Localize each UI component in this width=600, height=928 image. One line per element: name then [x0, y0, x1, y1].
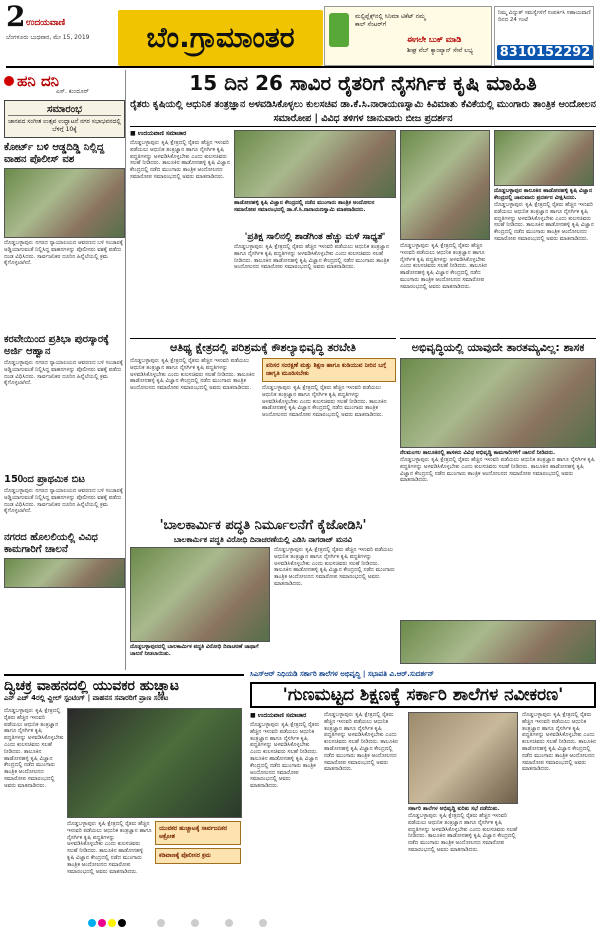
mid-headline-1[interactable]: ಆತಿಥ್ಯ ಕ್ಷೇತ್ರದಲ್ಲಿ ಪರಿಶ್ರಮಕ್ಕೆ ಕೌಶಲ್ಯಾಭಿವೃದ್ಧಿ ತರಬೇತಿ [130, 338, 396, 355]
mid-body-3: ದೊಡ್ಡಬಳ್ಳಾಪುರ: ಕೃಷಿ ಕ್ಷೇತ್ರದಲ್ಲಿ ರೈತರು ಹೆಚ್ಚಿನ ಇಳುವರಿ ಪಡೆಯಲು ಆಧುನಿಕ ತಂತ್ರಜ್ಞಾನ ಹಾಗೂ ನೈಸರ್ಗಿಕ ಕೃಷಿ ಪದ್ಧತಿಗಳನ್ನು ಅಳವಡಿಸಿಕೊಳ್ಳಬೇಕು ಎಂದು ಕುಲಸಚಿವರು ಸಲಹೆ ನೀಡಿದರು. ತಾಲೂಕಿನ ಹಾಡೋನಹಳ್ಳಿ ಕೃಷಿ ವಿಜ್ಞಾನ ಕೇಂದ್ರದಲ್ಲಿ ನಡೆದ ಮುಂಗಾರು ತಾಂತ್ರಿಕ ಆಂದೋಲನದ ಸಮಾರೋಪ ಸಮಾರಂಭದಲ್ಲಿ ಅವರು ಮಾತನಾಡಿದರು. [400, 457, 595, 484]
mid-caption-3: ದೊಡ್ಡಬಳ್ಳಾಪುರದಲ್ಲಿ ಬಾಲಕಾರ್ಮಿಕ ಪದ್ಧತಿ ವಿರೋಧಿ ದಿನಾಚರಣೆ ಜಾಥಾಗೆ ಚಾಲನೆ ನೀಡಲಾಯಿತು. [130, 644, 259, 657]
phone-icon [329, 13, 349, 47]
bottom-body-6: ದೊಡ್ಡಬಳ್ಳಾಪುರ: ಕೃಷಿ ಕ್ಷೇತ್ರದಲ್ಲಿ ರೈತರು ಹೆಚ್ಚಿನ ಇಳುವರಿ ಪಡೆಯಲು ಆಧುನಿಕ ತಂತ್ರಜ್ಞಾನ ಹಾಗೂ ನೈಸರ್ಗಿಕ ಕೃಷಿ ಪದ್ಧತಿಗಳನ್ನು ಅಳವಡಿಸಿಕೊಳ್ಳಬೇಕು ಎಂದು ಕುಲಸಚಿವರು ಸಲಹೆ ನೀಡಿದರು. ತಾಲೂಕಿನ ಹಾಡೋನಹಳ್ಳಿ ಕೃಷಿ ವಿಜ್ಞಾನ ಕೇಂದ್ರದಲ್ಲಿ ನಡೆದ ಮುಂಗಾರು ತಾಂತ್ರಿಕ ಆಂದೋಲನದ ಸಮಾರೋಪ ಸಮಾರಂಭದಲ್ಲಿ ಅವರು ಮಾತನಾಡಿದರು. [522, 712, 596, 773]
bottom-body-3: ದೊಡ್ಡಬಳ್ಳಾಪುರ: ಕೃಷಿ ಕ್ಷೇತ್ರದಲ್ಲಿ ರೈತರು ಹೆಚ್ಚಿನ ಇಳುವರಿ ಪಡೆಯಲು ಆಧುನಿಕ ತಂತ್ರಜ್ಞಾನ ಹಾಗೂ ನೈಸರ್ಗಿಕ ಕೃಷಿ ಪದ್ಧತಿಗಳನ್ನು ಅಳವಡಿಸಿಕೊಳ್ಳಬೇಕು ಎಂದು ಕುಲಸಚಿವರು ಸಲಹೆ ನೀಡಿದರು. ತಾಲೂಕಿನ ಹಾಡೋನಹಳ್ಳಿ ಕೃಷಿ ವಿಜ್ಞಾನ ಕೇಂದ್ರದಲ್ಲಿ ನಡೆದ ಮುಂಗಾರು ತಾಂತ್ರಿಕ ಆಂದೋಲನದ ಸಮಾರೋಪ ಸಮಾರಂಭದಲ್ಲಿ ಅವರು ಮಾತನಾಡಿದರು. [250, 722, 320, 790]
main-headline[interactable]: 15 ದಿನ 26 ಸಾವಿರ ರೈತರಿಗೆ ನೈಸರ್ಗಿಕ ಕೃಷಿ ಮಾಹಿತಿ [189, 71, 537, 95]
ad1-text1: ಮಲ್ಟಿಪ್ಲೆಕ್ಸ್‌ನಲ್ಲಿ ಸಿನಿಮಾ ಟಿಕೆಟ್ ನಮ್ಮ ಕಾಲ್ ಸೆಂಟರ್‌ಗೆ [355, 13, 426, 28]
mid-story-3 [130, 518, 396, 658]
main-caption-2: ದೊಡ್ಡಬಳ್ಳಾಪುರ ತಾಲೂಕಿನ ಹಾಡೋನಹಳ್ಳಿ ಕೃಷಿ ವಿಜ್ಞಾನ ಕೇಂದ್ರದಲ್ಲಿ ಜಾನುವಾರು ಪ್ರದರ್ಶನ ವೀಕ್ಷಿಸಿದರು. [494, 188, 593, 201]
mid-photo-1 [400, 358, 596, 448]
brand-sub: ಎಸ್. ಕುಂದೂರ್ [56, 88, 89, 95]
photo-court [4, 168, 125, 238]
reg-pill [157, 919, 165, 927]
main-quote-wrap [234, 230, 396, 334]
main-text-col-1 [130, 130, 230, 330]
bottom-photo-2 [408, 712, 518, 804]
bottom-body-2: ದೊಡ್ಡಬಳ್ಳಾಪುರ: ಕೃಷಿ ಕ್ಷೇತ್ರದಲ್ಲಿ ರೈತರು ಹೆಚ್ಚಿನ ಇಳುವರಿ ಪಡೆಯಲು ಆಧುನಿಕ ತಂತ್ರಜ್ಞಾನ ಹಾಗೂ ನೈಸರ್ಗಿಕ ಕೃಷಿ ಪದ್ಧತಿಗಳನ್ನು ಅಳವಡಿಸಿಕೊಳ್ಳಬೇಕು ಎಂದು ಕುಲಸಚಿವರು ಸಲಹೆ ನೀಡಿದರು. ತಾಲೂಕಿನ ಹಾಡೋನಹಳ್ಳಿ ಕೃಷಿ ವಿಜ್ಞಾನ ಕೇಂದ್ರದಲ್ಲಿ ನಡೆದ ಮುಂಗಾರು ತಾಂತ್ರಿಕ ಆಂದೋಲನದ ಸಮಾರೋಪ ಸಮಾರಂಭದಲ್ಲಿ ಅವರು ಮಾತನಾಡಿದರು. [67, 821, 152, 875]
event-box [4, 100, 125, 138]
bottom-body-1: ದೊಡ್ಡಬಳ್ಳಾಪುರ: ಕೃಷಿ ಕ್ಷೇತ್ರದಲ್ಲಿ ರೈತರು ಹೆಚ್ಚಿನ ಇಳುವರಿ ಪಡೆಯಲು ಆಧುನಿಕ ತಂತ್ರಜ್ಞಾನ ಹಾಗೂ ನೈಸರ್ಗಿಕ ಕೃಷಿ ಪದ್ಧತಿಗಳನ್ನು ಅಳವಡಿಸಿಕೊಳ್ಳಬೇಕು ಎಂದು ಕುಲಸಚಿವರು ಸಲಹೆ ನೀಡಿದರು. ತಾಲೂಕಿನ ಹಾಡೋನಹಳ್ಳಿ ಕೃಷಿ ವಿಜ್ಞಾನ ಕೇಂದ್ರದಲ್ಲಿ ನಡೆದ ಮುಂಗಾರು ತಾಂತ್ರಿಕ ಆಂದೋಲನದ ಸಮಾರೋಪ ಸಮಾರಂಭದಲ್ಲಿ ಅವರು ಮಾತನಾಡಿದರು. [4, 708, 64, 789]
main-photo-2 [400, 130, 490, 240]
bottom-byline: ■ ಉದಯವಾಣಿ ಸಮಾಚಾರ [250, 712, 307, 719]
main-body-4: ದೊಡ್ಡಬಳ್ಳಾಪುರ: ಕೃಷಿ ಕ್ಷೇತ್ರದಲ್ಲಿ ರೈತರು ಹೆಚ್ಚಿನ ಇಳುವರಿ ಪಡೆಯಲು ಆಧುನಿಕ ತಂತ್ರಜ್ಞಾನ ಹಾಗೂ ನೈಸರ್ಗಿಕ ಕೃಷಿ ಪದ್ಧತಿಗಳನ್ನು ಅಳವಡಿಸಿಕೊಳ್ಳಬೇಕು ಎಂದು ಕುಲಸಚಿವರು ಸಲಹೆ ನೀಡಿದರು. ತಾಲೂಕಿನ ಹಾಡೋನಹಳ್ಳಿ ಕೃಷಿ ವಿಜ್ಞಾನ ಕೇಂದ್ರದಲ್ಲಿ ನಡೆದ ಮುಂಗಾರು ತಾಂತ್ರಿಕ ಆಂದೋಲನದ ಸಮಾರೋಪ ಸಮಾರಂಭದಲ್ಲಿ ಅವರು ಮಾತನಾಡಿದರು. [494, 202, 594, 242]
left-body-1: ದೊಡ್ಡಬಳ್ಳಾಪುರ: ನಗರದ ನ್ಯಾಯಾಲಯದ ಆವರಣದ ಬಳಿ ಸಂಚಾರಕ್ಕೆ ಅಡ್ಡಿಯಾಗುವಂತೆ ನಿಲ್ಲಿಸಿದ್ದ ವಾಹನಗಳನ್ನು ಪೊಲೀಸರು ವಶಕ್ಕೆ ಪಡೆದು ದಂಡ ವಿಧಿಸಿದರು. ಸಾರ್ವಜನಿಕರ ದೂರಿನ ಹಿನ್ನೆಲೆಯಲ್ಲಿ ಕ್ರಮ ಕೈಗೊಳ್ಳಲಾಗಿದೆ. [4, 240, 123, 267]
paper-name: ಉದಯವಾಣಿ [26, 18, 66, 28]
main-photo-2-wrap [400, 130, 490, 323]
bottom-caption-5: ಸರ್ಕಾರಿ ಶಾಲೆಗಳ ಅಭಿವೃದ್ಧಿ ಕುರಿತು ಸಭೆ ನಡೆಯಿತು. [408, 806, 500, 812]
bottom-left-subhead: ಎನ್ ಎಚ್ 4ರಲ್ಲಿ ವ್ಹೀಲ್ ಸ್ಟಂಟಿಂಗ್ | ವಾಹನಸ ಸವಾರರಿಗೆ ಪ್ರಾಣ ಸಂಕಟ [4, 694, 169, 702]
mid-photo-3-wrap [400, 620, 596, 664]
main-quote: 'ಪ್ರತಿಕ್ಷ ಸಾಲಿನಲ್ಲಿ ಶಾಡೆಗಿಂತ ಹೆಚ್ಚು ಮಳೆ ಸಾಧ್ಯತೆ' [244, 232, 386, 242]
bottom-box-1: ಯುವಕರ ಹುಚ್ಚಾಟಕ್ಕೆ ಸಾರ್ವಜನಿಕರ ಆಕ್ರೋಶ [155, 821, 241, 845]
event-box-title: ಸಮಾರಂಭ [8, 104, 121, 116]
main-subhead: ರೈತರು ಕೃಷಿಯಲ್ಲಿ ಆಧುನಿಕ ತಂತ್ರಜ್ಞಾನ ಅಳವಡಿಸಿಕೊಳ್ಳಲು ಕುಲಸಚಿವ ಡಾ.ಕೆ.ಸಿ.ನಾರಾಯಣಸ್ವಾಮಿ ಕಿವಿಮಾತು ಕೆವಿಕೆಯಲ್ಲಿ ಮುಂಗಾರು ತಾಂತ್ರಿಕ ಆಂದೋಲನ ಸಮಾರೋಪ | ವಿವಿಧ ತಳಿಗಳ ಜಾನುವಾರು ಬೀಜ ಪ್ರದರ್ಶನ [130, 98, 596, 127]
ad-banner-2[interactable] [494, 6, 594, 66]
left-body-3: ದೊಡ್ಡಬಳ್ಳಾಪುರ: ನಗರದ ನ್ಯಾಯಾಲಯದ ಆವರಣದ ಬಳಿ ಸಂಚಾರಕ್ಕೆ ಅಡ್ಡಿಯಾಗುವಂತೆ ನಿಲ್ಲಿಸಿದ್ದ ವಾಹನಗಳನ್ನು ಪೊಲೀಸರು ವಶಕ್ಕೆ ಪಡೆದು ದಂಡ ವಿಧಿಸಿದರು. ಸಾರ್ವಜನಿಕರ ದೂರಿನ ಹಿನ್ನೆಲೆಯಲ್ಲಿ ಕ್ರಮ ಕೈಗೊಳ್ಳಲಾಗಿದೆ. [4, 488, 123, 515]
reg-pill [259, 919, 267, 927]
main-body-3: ದೊಡ್ಡಬಳ್ಳಾಪುರ: ಕೃಷಿ ಕ್ಷೇತ್ರದಲ್ಲಿ ರೈತರು ಹೆಚ್ಚಿನ ಇಳುವರಿ ಪಡೆಯಲು ಆಧುನಿಕ ತಂತ್ರಜ್ಞಾನ ಹಾಗೂ ನೈಸರ್ಗಿಕ ಕೃಷಿ ಪದ್ಧತಿಗಳನ್ನು ಅಳವಡಿಸಿಕೊಳ್ಳಬೇಕು ಎಂದು ಕುಲಸಚಿವರು ಸಲಹೆ ನೀಡಿದರು. ತಾಲೂಕಿನ ಹಾಡೋನಹಳ್ಳಿ ಕೃಷಿ ವಿಜ್ಞಾನ ಕೇಂದ್ರದಲ್ಲಿ ನಡೆದ ಮುಂಗಾರು ತಾಂತ್ರಿಕ ಆಂದೋಲನದ ಸಮಾರೋಪ ಸಮಾರಂಭದಲ್ಲಿ ಅವರು ಮಾತನಾಡಿದರು. [400, 243, 488, 290]
main-body-1: ದೊಡ್ಡಬಳ್ಳಾಪುರ: ಕೃಷಿ ಕ್ಷೇತ್ರದಲ್ಲಿ ರೈತರು ಹೆಚ್ಚಿನ ಇಳುವರಿ ಪಡೆಯಲು ಆಧುನಿಕ ತಂತ್ರಜ್ಞಾನ ಹಾಗೂ ನೈಸರ್ಗಿಕ ಕೃಷಿ ಪದ್ಧತಿಗಳನ್ನು ಅಳವಡಿಸಿಕೊಳ್ಳಬೇಕು ಎಂದು ಕುಲಸಚಿವರು ಸಲಹೆ ನೀಡಿದರು. ತಾಲೂಕಿನ ಹಾಡೋನಹಳ್ಳಿ ಕೃಷಿ ವಿಜ್ಞಾನ ಕೇಂದ್ರದಲ್ಲಿ ನಡೆದ ಮುಂಗಾರು ತಾಂತ್ರಿಕ ಆಂದೋಲನದ ಸಮಾರೋಪ ಸಮಾರಂಭದಲ್ಲಿ ಅವರು ಮಾತನಾಡಿದರು. [130, 140, 230, 180]
left-headline-3[interactable]: 150ಂದ ಪ್ರಾಥಮಿಕ ಬಿಟ [4, 474, 85, 485]
mid-body-2: ದೊಡ್ಡಬಳ್ಳಾಪುರ: ಕೃಷಿ ಕ್ಷೇತ್ರದಲ್ಲಿ ರೈತರು ಹೆಚ್ಚಿನ ಇಳುವರಿ ಪಡೆಯಲು ಆಧುನಿಕ ತಂತ್ರಜ್ಞಾನ ಹಾಗೂ ನೈಸರ್ಗಿಕ ಕೃಷಿ ಪದ್ಧತಿಗಳನ್ನು ಅಳವಡಿಸಿಕೊಳ್ಳಬೇಕು ಎಂದು ಕುಲಸಚಿವರು ಸಲಹೆ ನೀಡಿದರು. ತಾಲೂಕಿನ ಹಾಡೋನಹಳ್ಳಿ ಕೃಷಿ ವಿಜ್ಞಾನ ಕೇಂದ್ರದಲ್ಲಿ ನಡೆದ ಮುಂಗಾರು ತಾಂತ್ರಿಕ ಆಂದೋಲನದ ಸಮಾರೋಪ ಸಮಾರಂಭದಲ್ಲಿ ಅವರು ಮಾತನಾಡಿದರು. [262, 385, 387, 419]
left-headline-1[interactable]: ಕೋರ್ಟ್ ಬಳಿ ಆಡ್ಡದಿಡ್ಡಿ ನಿಲ್ಲಿದ್ದ ವಾಹನ ಪೊಲೀಸ್ ವಶ [4, 142, 105, 165]
registration-marks [88, 912, 588, 922]
mid-quote-2[interactable]: 'ಬಾಲಕಾರ್ಮಿಕ ಪದ್ಧತಿ ನಿರ್ಮೂಲನೆಗೆ ಕೈಜೋಡಿಸಿ' [159, 518, 367, 533]
ad1-text3: ಶೀಘ್ರ ವೆಬ್ ಕ್ಯಾಂಪ್ಯಾನ್ ಸೇವೆ ಲಭ್ಯ [407, 47, 473, 54]
magenta-mark [98, 919, 106, 927]
ad1-text2: ಈಗಲೇ ಬುಕ್ ಮಾಡಿ [407, 35, 462, 44]
main-photo-1 [234, 130, 396, 198]
main-photo-3 [494, 130, 594, 186]
mid-headline-2[interactable]: ಅಭಿವೃದ್ಧಿಯಲ್ಲಿ ಯಾವುದೇ ತಾರತಮ್ಯವಿಲ್ಲ: ಶಾಸಕ [400, 338, 596, 355]
brand-dot-icon [4, 76, 14, 86]
main-byline: ■ ಉದಯವಾಣಿ ಸಮಾಚಾರ [130, 130, 187, 137]
edition: ಬೆಂಗಳೂರು [6, 34, 29, 41]
ad-banner-1[interactable] [324, 6, 492, 66]
brand-text: ಹನಿ ದನಿ [17, 72, 59, 90]
bottom-right-body [250, 712, 596, 907]
bottom-left-headline[interactable]: ದ್ವಿಚಕ್ರ ವಾಹನದಲ್ಲಿ ಯುವಕರ ಹುಚ್ಚಾಟ [4, 674, 244, 694]
yellow-mark [108, 919, 116, 927]
left-column [4, 70, 126, 670]
bottom-box-2: ಕಡಿವಾಣಕ್ಕೆ ಪೊಲೀಸರ ಕ್ರಮ [155, 848, 241, 864]
left-body-2: ದೊಡ್ಡಬಳ್ಳಾಪುರ: ನಗರದ ನ್ಯಾಯಾಲಯದ ಆವರಣದ ಬಳಿ ಸಂಚಾರಕ್ಕೆ ಅಡ್ಡಿಯಾಗುವಂತೆ ನಿಲ್ಲಿಸಿದ್ದ ವಾಹನಗಳನ್ನು ಪೊಲೀಸರು ವಶಕ್ಕೆ ಪಡೆದು ದಂಡ ವಿಧಿಸಿದರು. ಸಾರ್ವಜನಿಕರ ದೂರಿನ ಹಿನ್ನೆಲೆಯಲ್ಲಿ ಕ್ರಮ ಕೈಗೊಳ್ಳಲಾಗಿದೆ. [4, 360, 123, 387]
main-photo-1-wrap [234, 130, 396, 214]
mid-photo-3 [400, 620, 596, 664]
reg-pill [225, 919, 233, 927]
page-number: 2 [6, 0, 26, 33]
mid-body-4: ದೊಡ್ಡಬಳ್ಳಾಪುರ: ಕೃಷಿ ಕ್ಷೇತ್ರದಲ್ಲಿ ರೈತರು ಹೆಚ್ಚಿನ ಇಳುವರಿ ಪಡೆಯಲು ಆಧುನಿಕ ತಂತ್ರಜ್ಞಾನ ಹಾಗೂ ನೈಸರ್ಗಿಕ ಕೃಷಿ ಪದ್ಧತಿಗಳನ್ನು ಅಳವಡಿಸಿಕೊಳ್ಳಬೇಕು ಎಂದು ಕುಲಸಚಿವರು ಸಲಹೆ ನೀಡಿದರು. ತಾಲೂಕಿನ ಹಾಡೋನಹಳ್ಳಿ ಕೃಷಿ ವಿಜ್ಞಾನ ಕೇಂದ್ರದಲ್ಲಿ ನಡೆದ ಮುಂಗಾರು ತಾಂತ್ರಿಕ ಆಂದೋಲನದ ಸಮಾರೋಪ ಸಮಾರಂಭದಲ್ಲಿ ಅವರು ಮಾತನಾಡಿದರು. [274, 547, 395, 587]
bottom-right-headline[interactable]: 'ಗುಣಮಟ್ಟದ ಶಿಕ್ಷಣಕ್ಕೆ ಸರ್ಕಾರಿ ಶಾಲೆಗಳ ನವೀಕರಣ' [250, 682, 596, 708]
main-photo-3-wrap [494, 130, 594, 332]
bottom-body-5: ದೊಡ್ಡಬಳ್ಳಾಪುರ: ಕೃಷಿ ಕ್ಷೇತ್ರದಲ್ಲಿ ರೈತರು ಹೆಚ್ಚಿನ ಇಳುವರಿ ಪಡೆಯಲು ಆಧುನಿಕ ತಂತ್ರಜ್ಞಾನ ಹಾಗೂ ನೈಸರ್ಗಿಕ ಕೃಷಿ ಪದ್ಧತಿಗಳನ್ನು ಅಳವಡಿಸಿಕೊಳ್ಳಬೇಕು ಎಂದು ಕುಲಸಚಿವರು ಸಲಹೆ ನೀಡಿದರು. ತಾಲೂಕಿನ ಹಾಡೋನಹಳ್ಳಿ ಕೃಷಿ ವಿಜ್ಞಾನ ಕೇಂದ್ರದಲ್ಲಿ ನಡೆದ ಮುಂಗಾರು ತಾಂತ್ರಿಕ ಆಂದೋಲನದ ಸಮಾರೋಪ ಸಮಾರಂಭದಲ್ಲಿ ಅವರು ಮಾತನಾಡಿದರು. [408, 813, 518, 853]
date: ಬುಧವಾರ, ಮೇ 15, 2019 [30, 34, 90, 41]
black-mark [118, 919, 126, 927]
ad2-text: ನಿಮ್ಮ ವಿದ್ಯುತ್ ಸಮಸ್ಯೆಗಳಿಗೆ ಸಂಪರ್ಕಿಸಿ ಸಹಾಯವಾಣಿ ದಿನದ 24 ಗಂಟೆ [498, 10, 591, 23]
left-headline-4[interactable]: ನಗರದ ಹೊಲಲಿಯಲ್ಲಿ ವಿವಿಧ ಕಾಮಗಾರಿಗೆ ಚಾಲನೆ [4, 532, 98, 555]
left-headline-2[interactable]: ಕರವೇಯಿಂದ ಪ್ರತಿಭಾ ಪುರಸ್ಕಾರಕ್ಕೆ ಅರ್ಜಿ ಆಹ್ವಾನ [4, 334, 109, 357]
main-body-2: ದೊಡ್ಡಬಳ್ಳಾಪುರ: ಕೃಷಿ ಕ್ಷೇತ್ರದಲ್ಲಿ ರೈತರು ಹೆಚ್ಚಿನ ಇಳುವರಿ ಪಡೆಯಲು ಆಧುನಿಕ ತಂತ್ರಜ್ಞಾನ ಹಾಗೂ ನೈಸರ್ಗಿಕ ಕೃಷಿ ಪದ್ಧತಿಗಳನ್ನು ಅಳವಡಿಸಿಕೊಳ್ಳಬೇಕು ಎಂದು ಕುಲಸಚಿವರು ಸಲಹೆ ನೀಡಿದರು. ತಾಲೂಕಿನ ಹಾಡೋನಹಳ್ಳಿ ಕೃಷಿ ವಿಜ್ಞಾನ ಕೇಂದ್ರದಲ್ಲಿ ನಡೆದ ಮುಂಗಾರು ತಾಂತ್ರಿಕ ಆಂದೋಲನದ ಸಮಾರೋಪ ಸಮಾರಂಭದಲ್ಲಿ ಅವರು ಮಾತನಾಡಿದರು. [234, 244, 390, 271]
date-line [6, 34, 89, 42]
mid-caption-4: ನೆಲಮಂಗಲ ತಾಲೂಕಿನಲ್ಲಿ ಶಾಸಕರು ವಿವಿಧ ಅಭಿವೃದ್ಧಿ ಕಾಮಗಾರಿಗಳಿಗೆ ಚಾಲನೆ ನೀಡಿದರು. [400, 450, 556, 456]
photo-works [4, 558, 125, 588]
reg-pill [191, 919, 199, 927]
bottom-photo-1 [67, 708, 242, 818]
bottom-right-strap: ಸಿಎಸ್ಆರ್ ನಿಧಿಯಡಿ ಸರ್ಕಾರಿ ಶಾಲೆಗಳ ಅಭಿವೃದ್ಧಿ | ಸಭಾಪತಿ ವಿ.ಆರ್.ಸುದರ್ಶನ್ [250, 670, 434, 678]
section-title: ಬೆಂ.ಗ್ರಾಮಾಂತರ [118, 10, 323, 66]
mid-story-1 [130, 338, 396, 528]
mid-story-2 [400, 338, 596, 667]
mid-sub-2: ಬಾಲಕಾರ್ಮಿಕ ಪದ್ಧತಿ ವಿರೋಧಿ ದಿನಾಚರಣೆಯಲ್ಲಿ ಎಡಿಸಿ ನಾಗರಾಜ್ ಮನವಿ [173, 535, 353, 544]
mid-body-1: ದೊಡ್ಡಬಳ್ಳಾಪುರ: ಕೃಷಿ ಕ್ಷೇತ್ರದಲ್ಲಿ ರೈತರು ಹೆಚ್ಚಿನ ಇಳುವರಿ ಪಡೆಯಲು ಆಧುನಿಕ ತಂತ್ರಜ್ಞಾನ ಹಾಗೂ ನೈಸರ್ಗಿಕ ಕೃಷಿ ಪದ್ಧತಿಗಳನ್ನು ಅಳವಡಿಸಿಕೊಳ್ಳಬೇಕು ಎಂದು ಕುಲಸಚಿವರು ಸಲಹೆ ನೀಡಿದರು. ತಾಲೂಕಿನ ಹಾಡೋನಹಳ್ಳಿ ಕೃಷಿ ವಿಜ್ಞಾನ ಕೇಂದ್ರದಲ್ಲಿ ನಡೆದ ಮುಂಗಾರು ತಾಂತ್ರಿಕ ಆಂದೋಲನದ ಸಮಾರೋಪ ಸಮಾರಂಭದಲ್ಲಿ ಅವರು ಮಾತನಾಡಿದರು. [130, 358, 255, 392]
mid-photo-2 [130, 547, 270, 642]
cyan-mark [88, 919, 96, 927]
masthead [6, 0, 594, 68]
ad2-phone[interactable]: 8310152292 [497, 45, 593, 60]
bottom-body-4: ದೊಡ್ಡಬಳ್ಳಾಪುರ: ಕೃಷಿ ಕ್ಷೇತ್ರದಲ್ಲಿ ರೈತರು ಹೆಚ್ಚಿನ ಇಳುವರಿ ಪಡೆಯಲು ಆಧುನಿಕ ತಂತ್ರಜ್ಞಾನ ಹಾಗೂ ನೈಸರ್ಗಿಕ ಕೃಷಿ ಪದ್ಧತಿಗಳನ್ನು ಅಳವಡಿಸಿಕೊಳ್ಳಬೇಕು ಎಂದು ಕುಲಸಚಿವರು ಸಲಹೆ ನೀಡಿದರು. ತಾಲೂಕಿನ ಹಾಡೋನಹಳ್ಳಿ ಕೃಷಿ ವಿಜ್ಞಾನ ಕೇಂದ್ರದಲ್ಲಿ ನಡೆದ ಮುಂಗಾರು ತಾಂತ್ರಿಕ ಆಂದೋಲನದ ಸಮಾರೋಪ ಸಮಾರಂಭದಲ್ಲಿ ಅವರು ಮಾತನಾಡಿದರು. [324, 712, 398, 773]
event-box-text: ಜಾನಪದ ಸಂಗೀತ ಉತ್ಸವ ಉದ್ಘಾಟನೆ ನಗರ ಸಭಾಭವನದಲ್ಲಿ ಬೆಳಿಗ್ಗೆ 10ಕ್ಕೆ [8, 118, 121, 133]
mid-pull-box: ಪರಿಸರ ಸಂರಕ್ಷಣೆ ಮತ್ತು ಶಿಕ್ಷಣ ಹಾಗೂ ಕುಡಿಯುವ ನೀರಿನ ಬಗ್ಗೆ ಜಾಗೃತಿ ಮೂಡಿಸಬೇಕು [262, 358, 396, 382]
main-caption-1: ಹಾಡೋನಹಳ್ಳಿ ಕೃಷಿ ವಿಜ್ಞಾನ ಕೇಂದ್ರದಲ್ಲಿ ನಡೆದ ಮುಂಗಾರು ತಾಂತ್ರಿಕ ಆಂದೋಲನ ಸಮಾರೋಪ ಸಮಾರಂಭದಲ್ಲಿ ಡಾ.ಕೆ.ಸಿ.ನಾರಾಯಣಸ್ವಾಮಿ ಮಾತನಾಡಿದರು. [234, 200, 375, 213]
bottom-left-body [4, 708, 244, 906]
